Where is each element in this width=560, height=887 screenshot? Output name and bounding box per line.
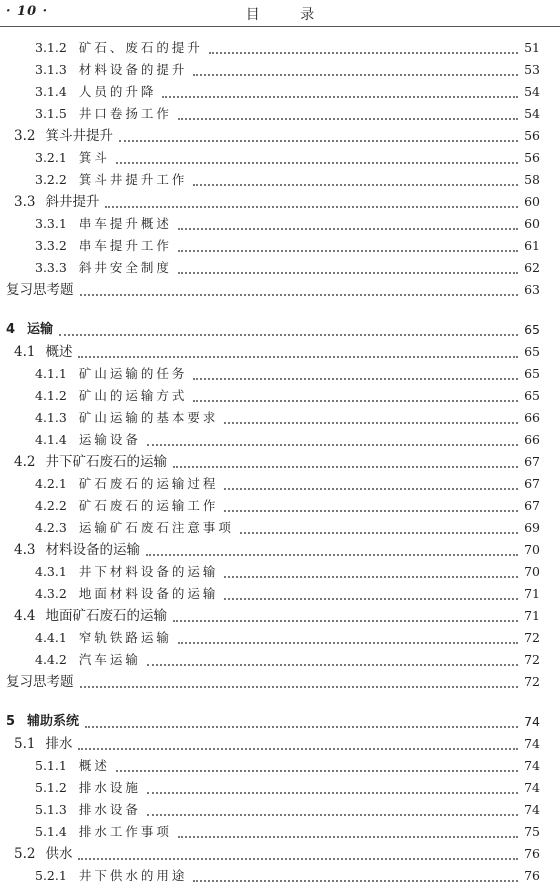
toc-entry-number: 4.3.1 [35,564,67,579]
dot-leader [80,293,519,296]
toc-page-number: 75 [524,824,540,839]
toc-chapter[interactable] [0,711,560,733]
section-gap [0,301,560,319]
toc-page-number: 65 [524,322,540,337]
toc-subsection[interactable] [0,517,560,539]
toc-subsection[interactable] [0,59,560,81]
toc-entry-number: 4.3.2 [35,586,67,601]
toc-entry-title: 串车提升工作 [78,238,172,253]
dot-leader [173,619,518,622]
toc-subsection[interactable] [0,235,560,257]
toc-entry-title: 矿石废石的运输过程 [78,476,219,491]
toc-page-number: 74 [524,714,540,729]
toc-subsection[interactable] [0,169,560,191]
toc-page-number: 74 [524,758,540,773]
toc-entry-title: 窄轨铁路运输 [78,630,172,645]
toc-entry-number: 5.1 [14,736,36,752]
dot-leader [80,685,519,688]
toc-page-number: 76 [524,846,540,861]
toc-entry-title: 矿山运输的任务 [78,366,188,381]
toc-page-number: 65 [524,366,540,381]
page-header [0,0,560,27]
toc-entry-title: 人员的升降 [78,84,157,99]
toc-page-number: 66 [524,432,540,447]
toc-page-number: 71 [524,608,540,623]
toc-entry-number: 4.1.3 [35,410,67,425]
toc-entry-number: 4.1 [14,344,36,360]
toc-review[interactable] [0,279,560,301]
dot-leader [116,769,518,772]
toc-entry-number: 5.1.4 [35,824,67,839]
dot-leader [147,443,518,446]
toc-section[interactable] [0,125,560,147]
toc-entry-number: 5.2.1 [35,868,67,883]
toc-page-number: 58 [524,172,540,187]
toc-section[interactable] [0,605,560,627]
toc-entry-number: 4.2.1 [35,476,67,491]
dot-leader [178,249,518,252]
toc-entry-number: 3.2.2 [35,172,67,187]
toc-subsection[interactable] [0,865,560,887]
toc-page-number: 70 [524,542,540,557]
toc-entry-title: 地面材料设备的运输 [78,586,219,601]
toc-entry-title: 材料设备的提升 [78,62,188,77]
toc-page-number: 60 [524,194,540,209]
toc-entry-title: 运输矿石废石注意事项 [78,520,234,535]
toc-subsection[interactable] [0,37,560,59]
toc-section[interactable] [0,451,560,473]
toc-page-number: 51 [524,40,540,55]
dot-leader [78,747,518,750]
toc-entry-number: 4.2.2 [35,498,67,513]
toc-entry-number: 3.3 [14,194,36,210]
dot-leader [224,509,518,512]
toc-page-number: 72 [524,630,540,645]
toc-entry-number: 5 [6,714,16,729]
toc-entry-title: 运输设备 [78,432,141,447]
toc-entry-number: 5.1.2 [35,780,67,795]
toc-page-number: 54 [524,106,540,121]
toc-page-number: 66 [524,410,540,425]
section-gap [0,693,560,711]
dot-leader [116,161,518,164]
toc-subsection[interactable] [0,583,560,605]
toc-section[interactable] [0,843,560,865]
toc-subsection[interactable] [0,385,560,407]
toc-page-number: 72 [524,674,540,689]
dot-leader [178,117,518,120]
toc-entry-title: 斜井安全制度 [78,260,172,275]
toc-entry-title: 概述 [45,344,73,360]
toc-page-number: 74 [524,802,540,817]
toc-subsection[interactable] [0,755,560,777]
toc-page-number: 70 [524,564,540,579]
toc-subsection[interactable] [0,561,560,583]
toc-entry-title: 井下供水的用途 [78,868,188,883]
dot-leader [178,835,518,838]
toc-entry-title: 运输 [27,322,54,337]
dot-leader [173,465,518,468]
dot-leader [193,73,518,76]
dot-leader [224,597,518,600]
dot-leader [162,95,518,98]
toc-entry-title: 排水工作事项 [78,824,172,839]
toc-subsection[interactable] [0,473,560,495]
toc-entry-title: 复习思考题 [6,674,74,690]
toc-entry-number: 5.1.3 [35,802,67,817]
toc-entry-title: 斜井提升 [45,194,100,210]
toc-page-number: 65 [524,388,540,403]
toc-page-number: 67 [524,476,540,491]
dot-leader [193,399,518,402]
toc-page-number: 56 [524,150,540,165]
toc-entry-number: 3.3.2 [35,238,67,253]
page-number: · 10 · [6,4,49,19]
dot-leader [240,531,518,534]
toc-entry-title: 复习思考题 [6,282,74,298]
toc-page-number: 69 [524,520,540,535]
dot-leader [224,421,518,424]
toc-page-number: 71 [524,586,540,601]
toc-page-number: 72 [524,652,540,667]
toc-entry-number: 4.3 [14,542,36,558]
toc-page-number: 63 [524,282,540,297]
dot-leader [78,355,518,358]
dot-leader [224,487,518,490]
dot-leader [59,333,518,336]
dot-leader [193,183,518,186]
toc-entry-number: 4.1.4 [35,432,67,447]
toc-entry-title: 汽车运输 [78,652,141,667]
toc-entry-number: 3.2.1 [35,150,67,165]
dot-leader [146,553,518,556]
toc-entry-number: 4.2.3 [35,520,67,535]
toc-section[interactable] [0,191,560,213]
toc-page-number: 76 [524,868,540,883]
toc-entry-title: 井下材料设备的运输 [78,564,219,579]
toc-entry-title: 排水设施 [78,780,141,795]
toc-entry-number: 4.2 [14,454,36,470]
dot-leader [105,205,518,208]
dot-leader [178,227,518,230]
toc-subsection[interactable] [0,821,560,843]
table-of-contents [0,37,560,887]
toc-page-number: 67 [524,454,540,469]
toc-entry-title: 排水设备 [78,802,141,817]
toc-page-number: 61 [524,238,540,253]
toc-entry-title: 辅助系统 [27,714,80,729]
toc-entry-title: 箕斗 [78,150,110,165]
toc-subsection[interactable] [0,777,560,799]
dot-leader [178,271,518,274]
toc-entry-number: 3.3.1 [35,216,67,231]
toc-subsection[interactable] [0,147,560,169]
toc-entry-number: 3.3.3 [35,260,67,275]
toc-entry-number: 4.4.1 [35,630,67,645]
toc-entry-number: 3.2 [14,128,36,144]
toc-entry-number: 3.1.2 [35,40,67,55]
toc-page-number: 67 [524,498,540,513]
toc-subsection[interactable] [0,103,560,125]
dot-leader [85,725,518,728]
toc-subsection[interactable] [0,257,560,279]
toc-page-number: 60 [524,216,540,231]
toc-entry-number: 5.1.1 [35,758,67,773]
toc-subsection[interactable] [0,649,560,671]
toc-entry-title: 矿山的运输方式 [78,388,188,403]
toc-entry-title: 材料设备的运输 [45,542,140,558]
dot-leader [209,51,518,54]
toc-subsection[interactable] [0,213,560,235]
toc-chapter[interactable] [0,319,560,341]
dot-leader [147,813,518,816]
toc-subsection[interactable] [0,363,560,385]
toc-subsection[interactable] [0,799,560,821]
dot-leader [224,575,518,578]
header-title: 目 录 [245,7,333,23]
dot-leader [193,879,518,882]
toc-page-number: 65 [524,344,540,359]
toc-entry-title: 供水 [45,846,73,862]
toc-entry-number: 4.1.1 [35,366,67,381]
toc-entry-number: 4 [6,322,16,337]
toc-entry-title: 箕斗井提升 [45,128,113,144]
toc-entry-title: 矿石废石的运输工作 [78,498,219,513]
toc-entry-number: 4.4.2 [35,652,67,667]
toc-entry-title: 井口卷扬工作 [78,106,172,121]
toc-entry-title: 串车提升概述 [78,216,172,231]
dot-leader [147,663,518,666]
toc-page-number: 74 [524,736,540,751]
dot-leader [119,139,518,142]
toc-page-number: 54 [524,84,540,99]
toc-entry-title: 排水 [45,736,73,752]
dot-leader [178,641,518,644]
toc-entry-title: 箕斗井提升工作 [78,172,188,187]
toc-entry-number: 3.1.3 [35,62,67,77]
toc-page-number: 62 [524,260,540,275]
toc-entry-title: 矿石、废石的提升 [78,40,203,55]
toc-entry-number: 4.1.2 [35,388,67,403]
toc-section[interactable] [0,733,560,755]
toc-subsection[interactable] [0,81,560,103]
toc-page-number: 53 [524,62,540,77]
toc-section[interactable] [0,341,560,363]
dot-leader [193,377,518,380]
dot-leader [147,791,518,794]
toc-subsection[interactable] [0,429,560,451]
toc-entry-number: 3.1.4 [35,84,67,99]
toc-page-number: 56 [524,128,540,143]
toc-entry-title: 概述 [78,758,110,773]
toc-entry-number: 3.1.5 [35,106,67,121]
toc-entry-title: 井下矿石废石的运输 [45,454,167,470]
toc-page-number: 74 [524,780,540,795]
toc-entry-title: 地面矿石废石的运输 [45,608,167,624]
toc-section[interactable] [0,539,560,561]
toc-subsection[interactable] [0,407,560,429]
toc-entry-number: 5.2 [14,846,36,862]
dot-leader [78,857,518,860]
toc-subsection[interactable] [0,627,560,649]
toc-entry-number: 4.4 [14,608,36,624]
toc-subsection[interactable] [0,495,560,517]
toc-review[interactable] [0,671,560,693]
toc-entry-title: 矿山运输的基本要求 [78,410,219,425]
